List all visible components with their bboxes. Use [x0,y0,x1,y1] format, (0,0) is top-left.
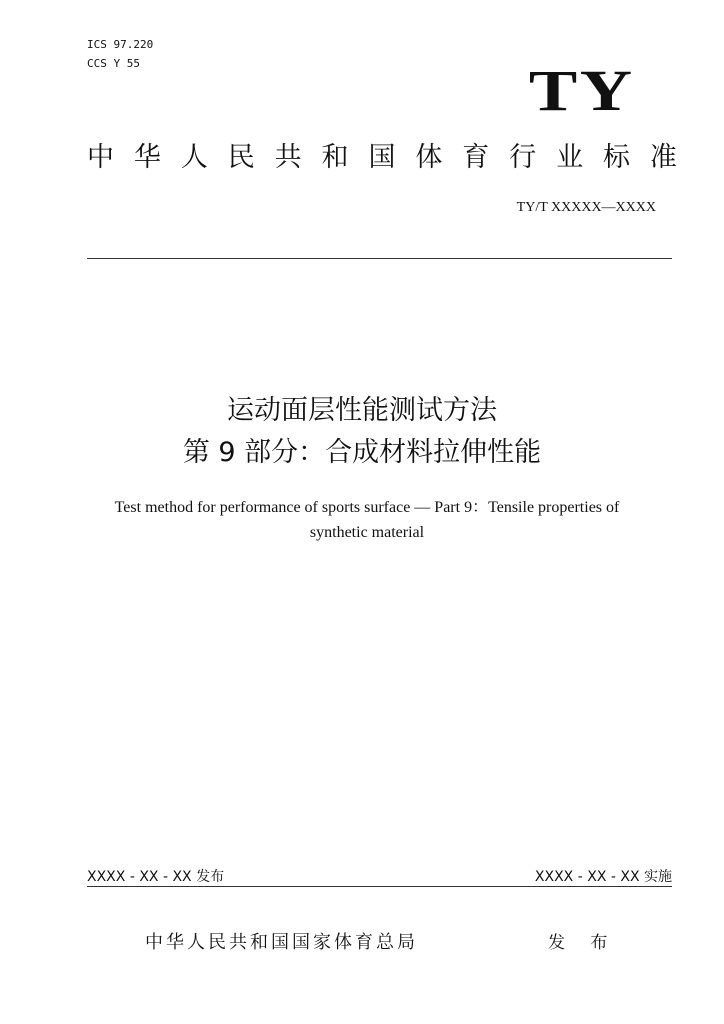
title-zh-line-1: 运动面层性能测试方法 [227,395,497,426]
bottom-divider [87,886,672,887]
standard-category-char: 育 [462,142,490,173]
standard-number: TY/T XXXXX—XXXX [516,200,656,215]
standard-category-char: 共 [274,142,302,173]
ty-logo: TY [529,58,635,123]
standard-category [87,140,677,176]
standard-category-char: 民 [227,142,255,173]
title-zh-line-2: 第 9 部分：合成材料拉伸性能 [182,437,542,468]
standard-category-char: 业 [556,142,584,173]
ics-code: ICS 97.220 [87,38,154,51]
standard-category-char: 行 [509,142,537,173]
implement-date: XXXX - XX - XX 实施 [534,869,672,885]
standard-category-char: 中 [87,142,114,173]
standard-category-char: 准 [649,142,677,173]
ccs-code: CCS Y 55 [87,57,140,70]
publish-date: XXXX - XX - XX 发布 [87,869,225,885]
standard-category-char: 国 [368,142,396,173]
standard-category-char: 华 [133,142,161,173]
issuing-authority: 中华人民共和国国家体育总局 [145,932,418,953]
title-en: Test method for performance of sports surface — Part 9：Tensile properties of synthetic material [114,499,620,541]
standard-category-char: 人 [180,142,208,173]
standard-category-char: 体 [415,142,443,173]
standard-category-char: 标 [602,142,630,173]
standard-category-char: 和 [321,142,349,173]
top-divider [87,258,672,259]
issue-label: 发 布 [548,933,618,953]
